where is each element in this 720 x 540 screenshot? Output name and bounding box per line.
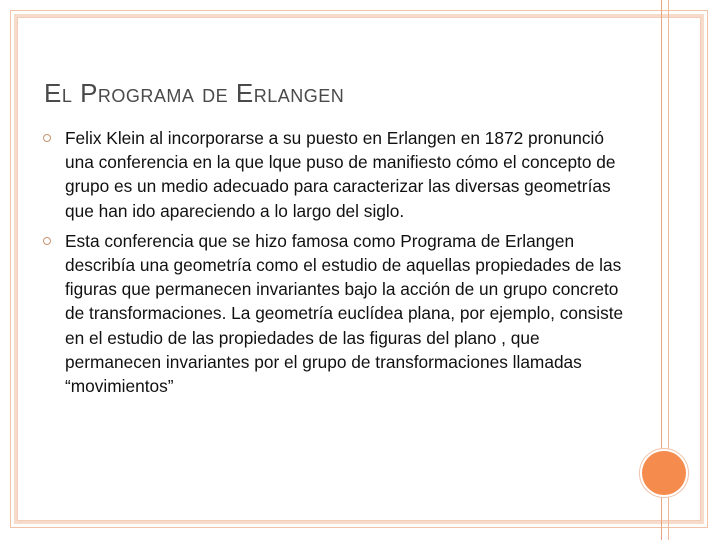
decorative-orange-circle [642, 451, 686, 495]
bullet-item [40, 126, 625, 223]
side-rule-line [668, 494, 669, 540]
circle-outline-icon [43, 237, 51, 245]
bullet-item [40, 229, 625, 398]
bullet-list [40, 126, 625, 404]
side-rule-line [661, 494, 662, 540]
side-rule-line [668, 0, 669, 449]
bullet-text: Esta conferencia que se hizo famosa como Programa de Erlangen describía una geometría como el estudio de aquellas propiedades de las figuras que permanecen invariantes bajo la acción de un grupo concreto de transformaciones. La geometría euclídea plana, por ejemplo, consiste en el estudio de las propiedades de las figuras del plano , que permanecen invariantes por el grupo de transformaciones llamadas “movimientos” [65, 230, 624, 397]
bullet-text: Felix Klein al incorporarse a su puesto en Erlangen en 1872 pronunció una conferencia en la que lque puso de manifiesto cómo el concepto de grupo es un medio adecuado para caracterizar las diversas geometrías que han ido apareciendo a lo largo del siglo. [65, 128, 616, 221]
slide-title: El Programa de Erlangen [44, 78, 345, 108]
side-rule-line [661, 0, 662, 449]
circle-outline-icon [43, 134, 51, 142]
